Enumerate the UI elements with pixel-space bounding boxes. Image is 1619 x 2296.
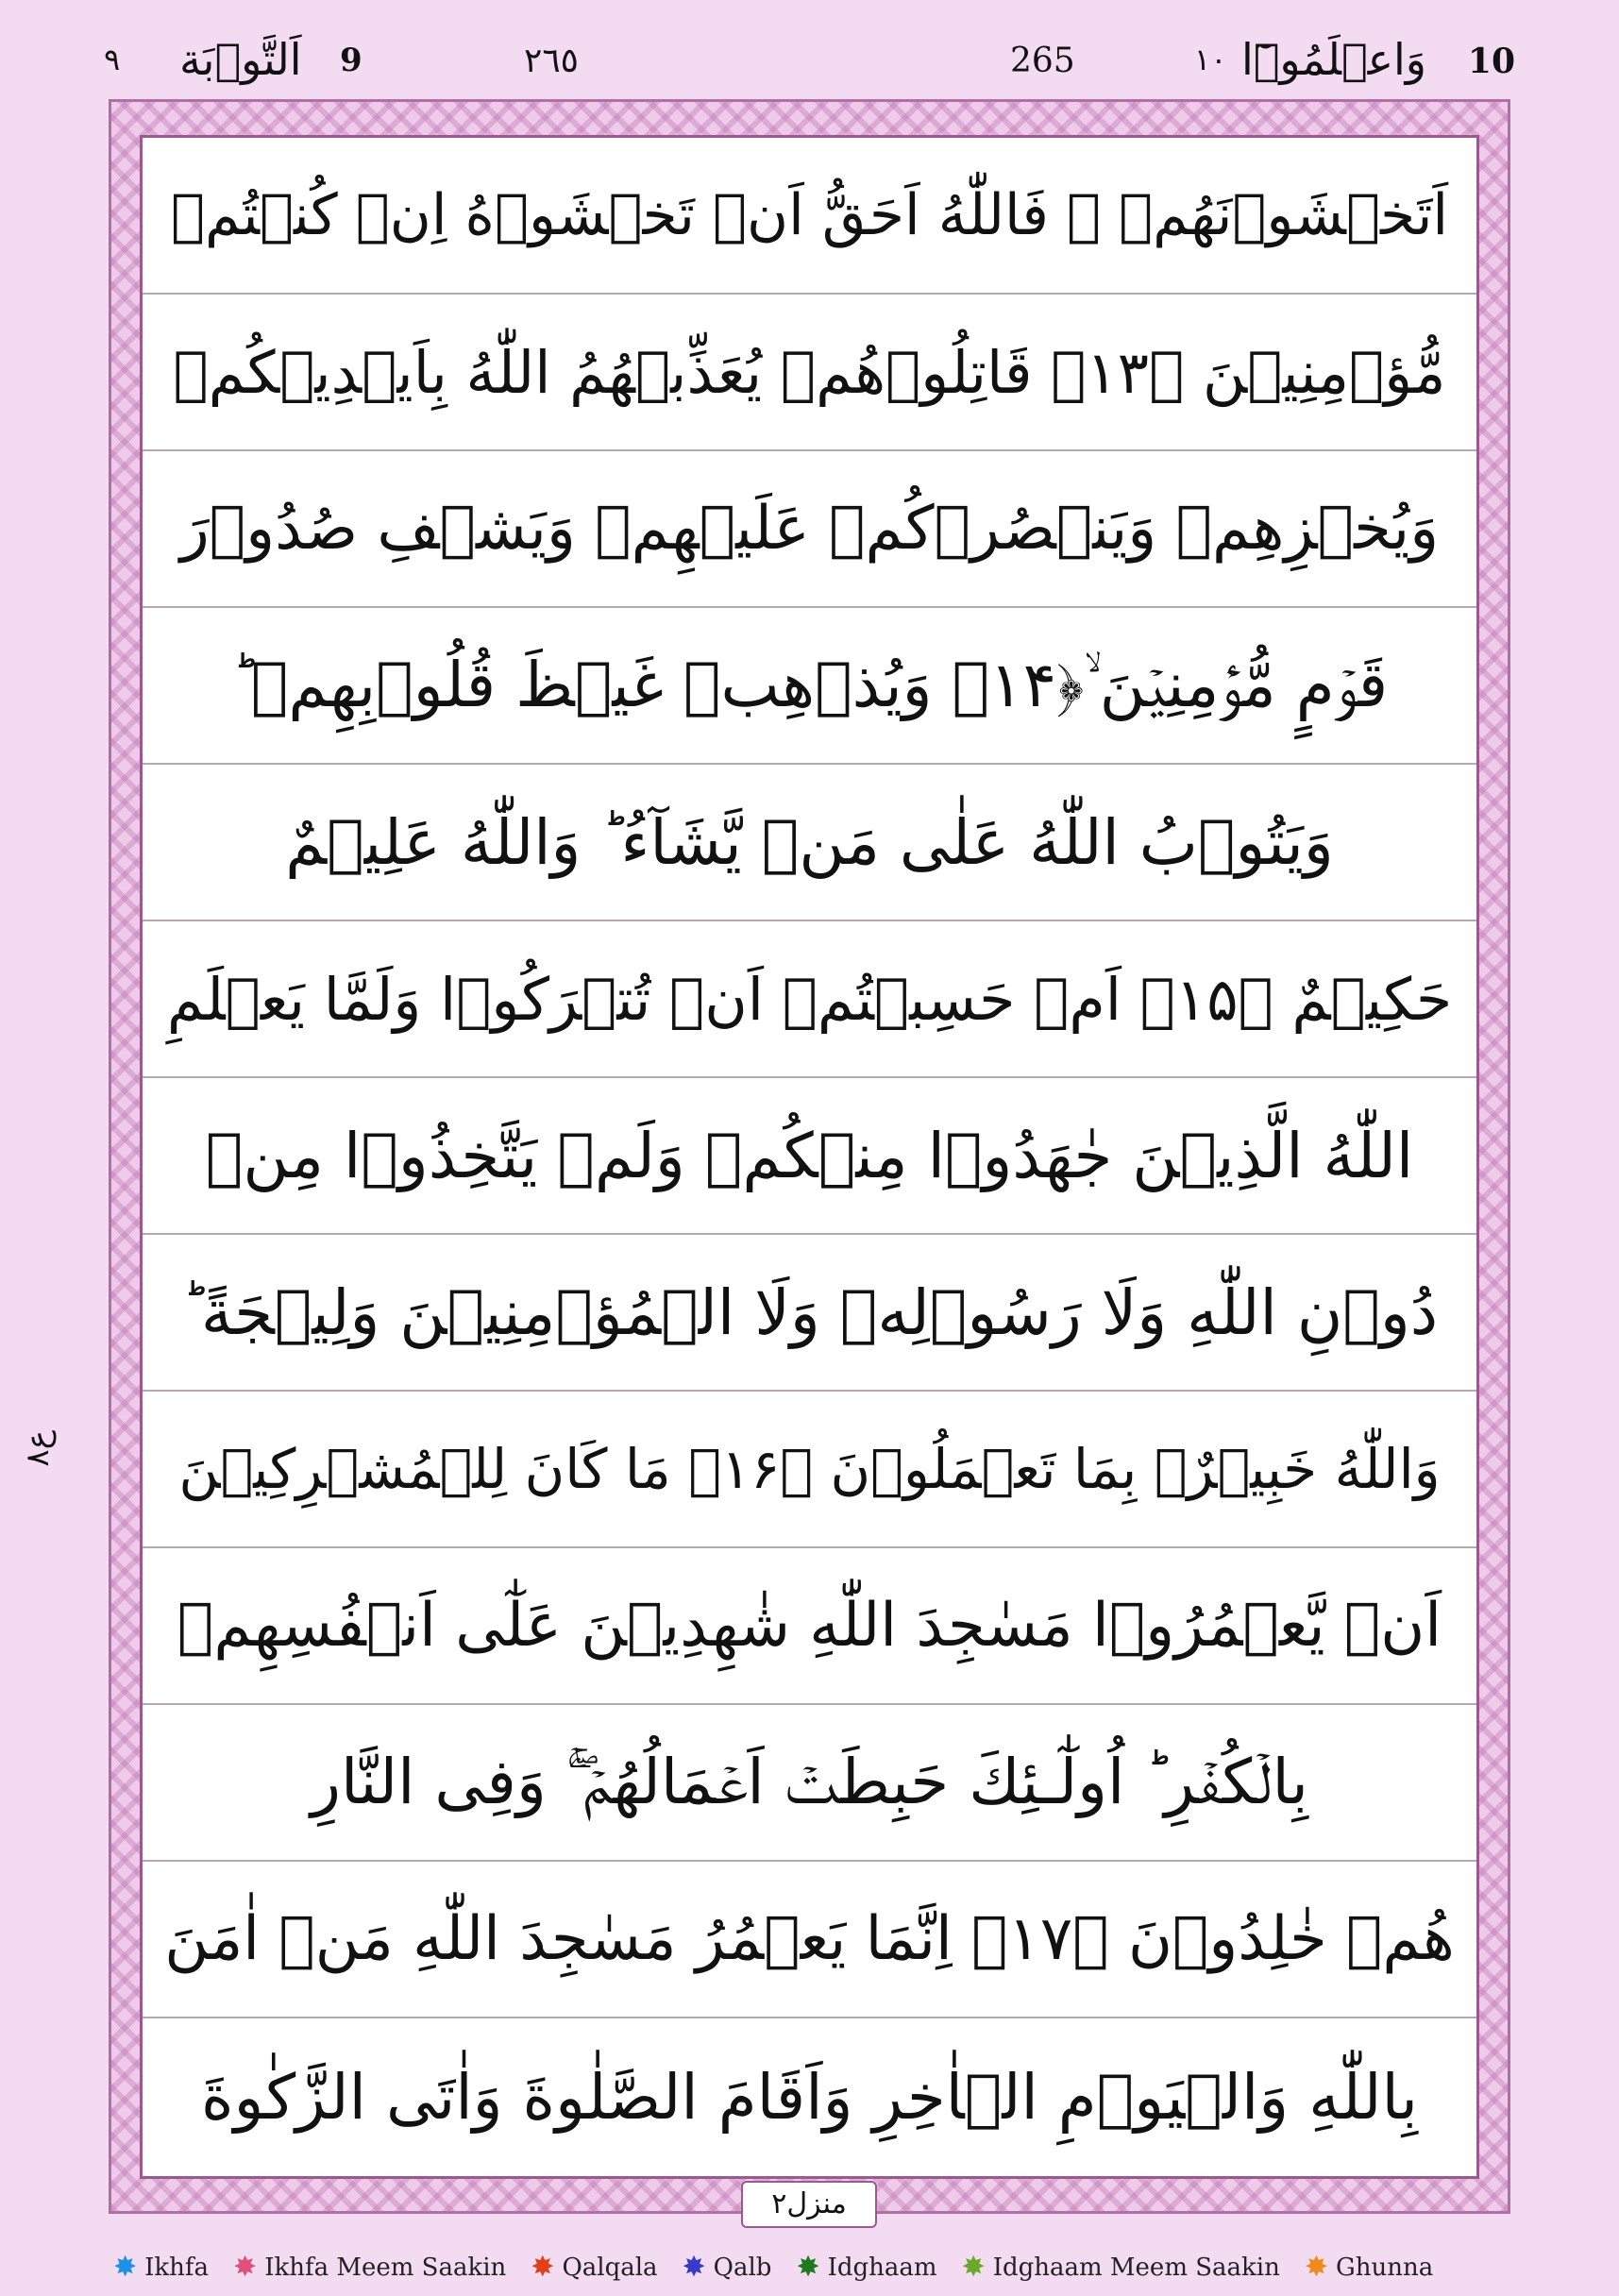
text-line — [143, 608, 1476, 765]
line-text: وَيَتُوۡبُ اللّٰهُ عَلٰى مَنۡ يَّشَآءُ‌ ؕ وَاللّٰهُ عَلِيۡمٌ — [285, 805, 1334, 879]
legend-item-qalqala — [531, 2251, 658, 2284]
line-text: دُوۡنِ اللّٰهِ وَلَا رَسُوۡلِهٖ وَلَا الۡمُؤۡمِنِيۡنَ وَلِيۡجَةً‌ ؕ — [180, 1275, 1439, 1349]
text-line — [143, 138, 1476, 295]
star-icon: ✸ — [1304, 2251, 1329, 2284]
juz-name: وَاعۡلَمُوۡٓا — [1241, 34, 1427, 85]
text-line — [143, 295, 1476, 451]
star-icon: ✸ — [113, 2251, 138, 2284]
text-line — [143, 765, 1476, 921]
legend-item-ikhfa — [113, 2251, 210, 2284]
text-line — [143, 2018, 1476, 2176]
legend-item-ikhfa-meem-saakin — [233, 2251, 507, 2284]
surah-number: 9 — [340, 42, 363, 79]
star-icon: ✸ — [233, 2251, 258, 2284]
text-line — [143, 921, 1476, 1078]
page-number: 265 — [1010, 42, 1075, 80]
text-line — [143, 1078, 1476, 1235]
star-icon: ✸ — [796, 2251, 820, 2284]
star-icon: ✸ — [531, 2251, 555, 2284]
text-line — [143, 451, 1476, 608]
line-text: مُّؤۡمِنِيۡنَ ﴿۱۳﴾ قَاتِلُوۡهُمۡ يُعَذِّبۡهُمُ اللّٰهُ بِاَيۡدِيۡكُمۡ — [173, 337, 1446, 407]
page-header — [104, 34, 1515, 98]
legend-label: Qalqala — [562, 2254, 658, 2282]
legend-label: Idghaam Meem Saakin — [992, 2254, 1280, 2282]
legend-item-idghaam-meem-saakin — [961, 2251, 1280, 2284]
legend-label: Ghunna — [1336, 2254, 1434, 2282]
legend-label: Ikhfa Meem Saakin — [264, 2254, 507, 2282]
text-line — [143, 1862, 1476, 2018]
juz-arabic-number: ١٠ — [1194, 42, 1227, 77]
line-text: وَيُخۡزِهِمۡ وَيَنۡصُرۡكُمۡ عَلَيۡهِمۡ وَيَشۡفِ صُدُوۡرَ — [179, 494, 1440, 564]
legend-item-ghunna — [1304, 2251, 1434, 2284]
legend-label: Qalb — [713, 2254, 772, 2282]
star-icon: ✸ — [682, 2251, 706, 2284]
text-frame — [140, 135, 1479, 2179]
line-text: اَنۡ يَّعۡمُرُوۡا مَسٰجِدَ اللّٰهِ شٰهِدِيۡنَ عَلٰٓى اَنۡفُسِهِمۡ — [177, 1591, 1442, 1661]
line-text: بِاللّٰهِ وَالۡيَوۡمِ الۡاٰخِرِ وَاَقَامَ الصَّلٰوةَ وَاٰتَى الزَّكٰوةَ — [201, 2061, 1418, 2134]
juz-number: 10 — [1467, 42, 1515, 81]
line-text: وَاللّٰهُ خَبِيۡرٌۢ بِمَا تَعۡمَلُوۡنَ ﴿۱۶﴾ مَا كَانَ لِلۡمُشۡرِكِيۡنَ — [178, 1437, 1441, 1501]
manzil-label: منزل٢ — [741, 2181, 877, 2228]
line-text: هُمۡ خٰلِدُوۡنَ ﴿۱۷﴾ اِنَّمَا يَعۡمُرُ مَسٰجِدَ اللّٰهِ مَنۡ اٰمَنَ — [164, 1904, 1455, 1974]
text-line — [143, 1235, 1476, 1392]
surah-name: اَلتَّوۡبَة — [179, 34, 302, 85]
header-left-number: ٩ — [104, 42, 121, 77]
line-text: اللّٰهُ الَّذِيۡنَ جٰهَدُوۡا مِنۡكُمۡ وَلَمۡ يَتَّخِذُوۡا مِنۡ — [205, 1119, 1414, 1192]
legend-item-qalb — [682, 2251, 772, 2284]
star-icon: ✸ — [961, 2251, 986, 2284]
line-text: حَكِيۡمٌ ﴿۱۵﴾ اَمۡ حَسِبۡتُمۡ اَنۡ تُتۡرَكُوۡا وَلَمَّا يَعۡلَمِ — [166, 964, 1453, 1034]
arabic-page-number: ٢٦٥ — [524, 42, 580, 80]
legend-item-idghaam — [796, 2251, 937, 2284]
line-text: قَوۡمٍ مُّؤۡمِنِيۡنَ ۙ﴿۱۴﴾ وَيُذۡهِبۡ غَيۡظَ قُلُوۡبِهِمۡ‌ ؕ — [230, 648, 1389, 721]
line-text: اَتَخۡشَوۡنَهُمۡ‌ ۚ فَاللّٰهُ اَحَقُّ اَنۡ تَخۡشَوۡهُ اِنۡ كُنۡتُمۡ — [170, 182, 1449, 248]
legend-label: Idghaam — [827, 2254, 937, 2282]
legend-label: Ikhfa — [144, 2254, 210, 2282]
tajweed-legend — [113, 2247, 1543, 2288]
text-line — [143, 1705, 1476, 1862]
ruku-marker: ع٨ — [19, 1430, 57, 1467]
text-line — [143, 1548, 1476, 1705]
line-text: بِالۡكُفۡرِ‌ ؕ اُولٰٓـئِكَ حَبِطَتۡ اَعۡمَالُهُمۡ‌ ۖۚ وَفِى النَّارِ — [311, 1745, 1308, 1818]
text-line — [143, 1392, 1476, 1548]
